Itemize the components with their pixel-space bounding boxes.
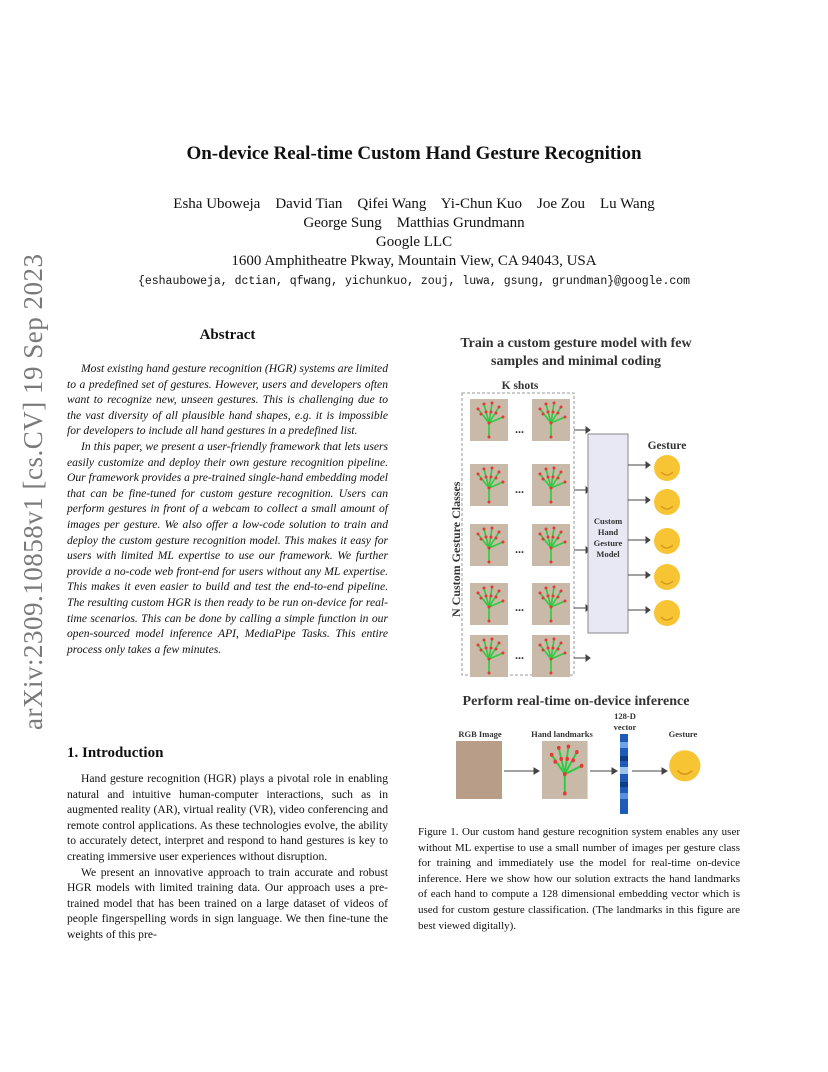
training-hand-images	[470, 399, 570, 677]
abstract-paragraph-2: In this paper, we present a user-friendly framework that lets users easily customize and deploy their own gesture recognition pipeline. Our framework provides a pre-trained single-hand embedding model that can be fine-tuned for custom gesture recognition. Users can perform gestures in front of a webcam to collect a small amount of images per gesture. We also offer a low-code solution to train and deploy the custom gesture recognition model. This makes it easy for users with limited ML expertise to use our framework. We further provide a no-code web front-end for users without any ML expertise. This makes it even easier to build and test the end-to-end pipeline. The resulting custom HGR is then ready to be run on-device for real-time scenarios. This can be done by calling a simple function in our open-sourced model inference API, MediaPipe Tasks. This entire process only takes a few minutes.	[67, 439, 388, 656]
paper-title: On-device Real-time Custom Hand Gesture Recognition	[186, 143, 642, 164]
intro-paragraph-1: Hand gesture recognition (HGR) plays a pivotal role in enabling natural and intuitive human-computer interactions, such as in augmented reality (AR), virtual reality (VR), video conferencing and remote control applications. As these technologies evolve, the ability to accurately detect, interpret and respond to hand gestures is key to creating immersive user experiences without disruption.	[67, 772, 388, 863]
train-hand-3b	[532, 524, 570, 566]
ellipsis-row-5: ...	[515, 648, 524, 662]
abstract-paragraph-1: Most existing hand gesture recognition (HGR) systems are limited to a predefined set of gestures. However, users and developers often want to recognize new, unseen gestures. This is challenging due to the vast diversity of all plausible hand shapes, e.g. it is impossible for developers to include all hand gestures in a predefined list.	[67, 362, 388, 438]
train-hand-5a	[470, 635, 508, 677]
vector-label-2: vector	[613, 722, 637, 732]
model-label-3: Gesture	[593, 538, 623, 548]
rgb-image-label: RGB Image	[458, 729, 502, 739]
landmark-hand-image	[542, 741, 588, 799]
embedding-vector	[620, 734, 628, 814]
model-label-1: Custom	[593, 516, 623, 526]
n-classes-label: N Custom Gesture Classes	[449, 481, 463, 617]
rgb-hand-image	[456, 741, 502, 799]
pointing-up-emoji-icon	[654, 455, 680, 481]
train-hand-3a	[470, 524, 508, 566]
figure-bottom-title: Perform real-time on-device inference	[462, 694, 690, 709]
hand-landmarks-label: Hand landmarks	[531, 729, 593, 739]
output-arrows	[628, 462, 650, 613]
ellipsis-row-3: ...	[515, 542, 524, 556]
abstract-heading: Abstract	[199, 327, 256, 343]
gesture-label: Gesture	[647, 440, 687, 452]
result-gesture-emoji-icon	[669, 750, 700, 781]
figure-top-title-1: Train a custom gesture model with few	[460, 336, 692, 351]
train-hand-5b	[532, 635, 570, 677]
train-hand-2b	[532, 464, 570, 506]
gesture-label-bottom: Gesture	[668, 729, 698, 739]
emails: {eshauboweja, dctian, qfwang, yichunkuo, zouj, luwa, gsung, grundman}@google.com	[137, 275, 691, 288]
authors-line-1: Esha Uboweja David Tian Qifei Wang Yi-Chun Kuo Joe Zou Lu Wang	[173, 196, 655, 212]
abstract-body	[67, 361, 388, 657]
k-shots-label: K shots	[501, 380, 539, 392]
raised-fist-emoji-icon	[654, 600, 680, 626]
train-hand-1b	[532, 399, 570, 441]
train-hand-1a	[470, 399, 508, 441]
ellipsis-row-2: ...	[515, 482, 524, 496]
address: 1600 Amphitheatre Pkway, Mountain View, CA 94043, USA	[231, 253, 597, 269]
model-label-4: Model	[596, 549, 620, 559]
ellipsis-row-1: ...	[515, 422, 524, 436]
vector-label-1: 128-D	[614, 711, 636, 721]
call-me-emoji-icon	[654, 564, 680, 590]
model-label-2: Hand	[597, 527, 619, 537]
ellipsis-row-4: ...	[515, 600, 524, 614]
figure-caption: Figure 1. Our custom hand gesture recognition system enables any user without ML expertise to use a small number of images per gesture class for training and immediately use the model for real-time on-device inference. Here we show how our solution extracts the hand landmarks of each hand to compute a 128 dimensional embedding vector which is used for custom gesture classification. (The landmarks in this figure are best viewed digitally).	[418, 826, 740, 932]
intro-body	[67, 771, 388, 943]
ok-hand-emoji-icon	[654, 489, 680, 515]
figure-1	[410, 325, 740, 820]
train-hand-2a	[470, 464, 508, 506]
intro-paragraph-2: We present an innovative approach to train accurate and robust HGR models with limited training data. Our approach uses a pre-trained model that has been trained on a large dataset of videos of people fingerspelling words in sign language. We then fine-tune the weights of this pre-	[67, 865, 388, 941]
vulcan-salute-emoji-icon	[654, 528, 680, 554]
intro-heading: 1. Introduction	[67, 745, 164, 761]
figure-top-title-2: samples and minimal coding	[491, 354, 661, 369]
authors-line-2: George Sung Matthias Grundmann	[303, 215, 525, 231]
affiliation: Google LLC	[375, 234, 453, 250]
arxiv-sidebar: arXiv:2309.10858v1 [cs.CV] 19 Sep 2023	[18, 253, 48, 730]
